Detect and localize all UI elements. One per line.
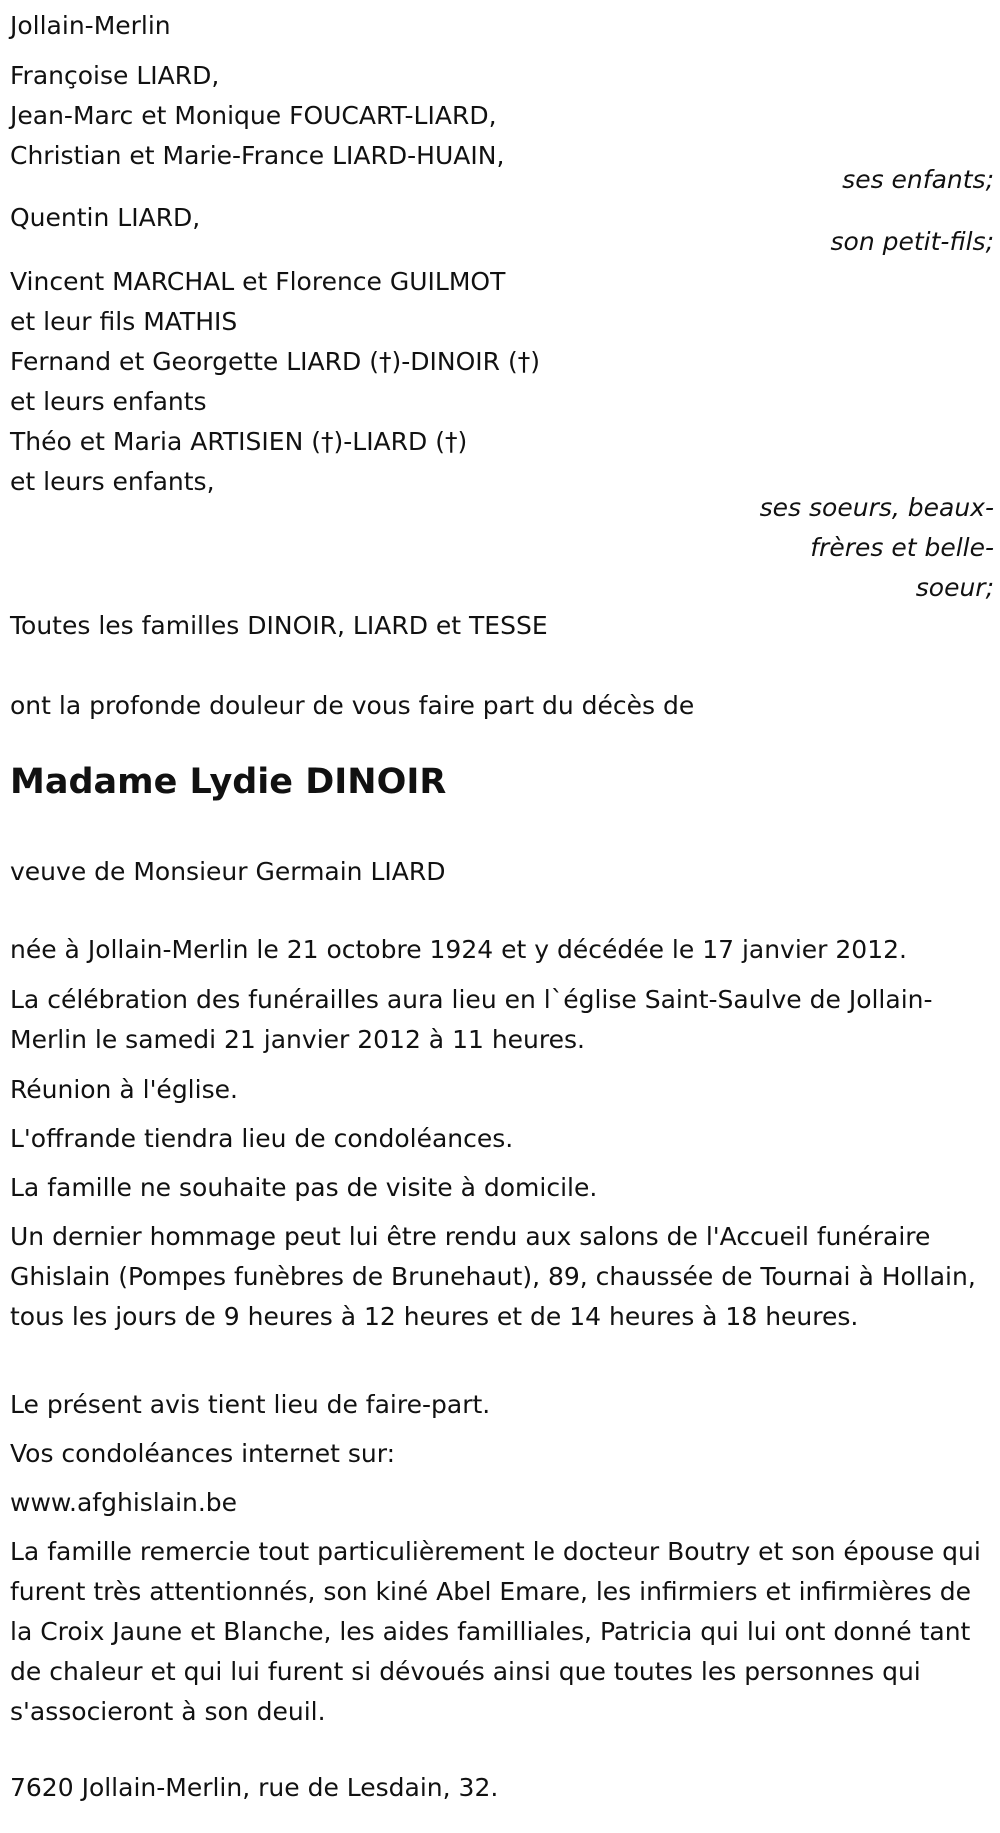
child-line: Jean-Marc et Monique FOUCART-LIARD, [10, 101, 497, 130]
sibling-line: et leur fils MATHIS [10, 307, 238, 336]
siblings-role: frères et belle- [810, 533, 994, 562]
offering-text: L'offrande tiendra lieu de condoléances. [10, 1124, 514, 1153]
address: 7620 Jollain-Merlin, rue de Lesdain, 32. [10, 1773, 499, 1802]
sibling-line: et leurs enfants [10, 387, 207, 416]
tribute-text: Un dernier hommage peut lui être rendu aux salons de l'Accueil funéraire Ghislain (Pompes funèbres de Brunehaut), 89, chaussée de Tournai à Hollain, tous les jours de 9 heures à 12 heures et de 14 heures à 18 heures. [10, 1222, 976, 1331]
siblings-role: ses soeurs, beaux- [759, 493, 994, 522]
no-visit-text: La famille ne souhaite pas de visite à domicile. [10, 1173, 598, 1202]
sibling-line: et leurs enfants, [10, 467, 215, 496]
deceased-name: Madame Lydie DINOIR [10, 762, 447, 802]
sibling-line: Théo et Maria ARTISIEN (†)-LIARD (†) [10, 427, 468, 456]
sibling-line: Vincent MARCHAL et Florence GUILMOT [10, 267, 506, 296]
birth-death: née à Jollain-Merlin le 21 octobre 1924 et y décédée le 17 janvier 2012. [10, 935, 907, 964]
children-role: ses enfants; [842, 165, 994, 194]
website-link[interactable]: www.afghislain.be [10, 1488, 238, 1517]
child-line: Christian et Marie-France LIARD-HUAIN, [10, 141, 505, 170]
sibling-line: Fernand et Georgette LIARD (†)-DINOIR (†) [10, 347, 540, 376]
announcement: ont la profonde douleur de vous faire part du décès de [10, 691, 695, 720]
grandchild-role: son petit-fils; [830, 227, 994, 256]
child-line: Françoise LIARD, [10, 61, 220, 90]
notice-text: Le présent avis tient lieu de faire-part. [10, 1390, 491, 1419]
widow-of: veuve de Monsieur Germain LIARD [10, 857, 446, 886]
condolences-label: Vos condoléances internet sur: [10, 1439, 395, 1468]
ceremony-text: La célébration des funérailles aura lieu en l`église Saint-Saulve de Jollain-Merlin le samedi 21 janvier 2012 à 11 heures. [10, 985, 933, 1054]
families-line: Toutes les familles DINOIR, LIARD et TESSE [10, 611, 548, 640]
header-place: Jollain-Merlin [10, 11, 171, 40]
meeting-text: Réunion à l'église. [10, 1075, 238, 1104]
thanks-text: La famille remercie tout particulièrement le docteur Boutry et son épouse qui furent très attentionnés, son kiné Abel Emare, les infirmiers et infirmières de la Croix Jaune et Blanche, les aides familliales, Patricia qui lui ont donné tant de chaleur et qui lui furent si dévoués ainsi que toutes les personnes qui s'associeront à son deuil. [10, 1537, 981, 1726]
grandchild-line: Quentin LIARD, [10, 203, 201, 232]
siblings-role: soeur; [915, 573, 994, 602]
